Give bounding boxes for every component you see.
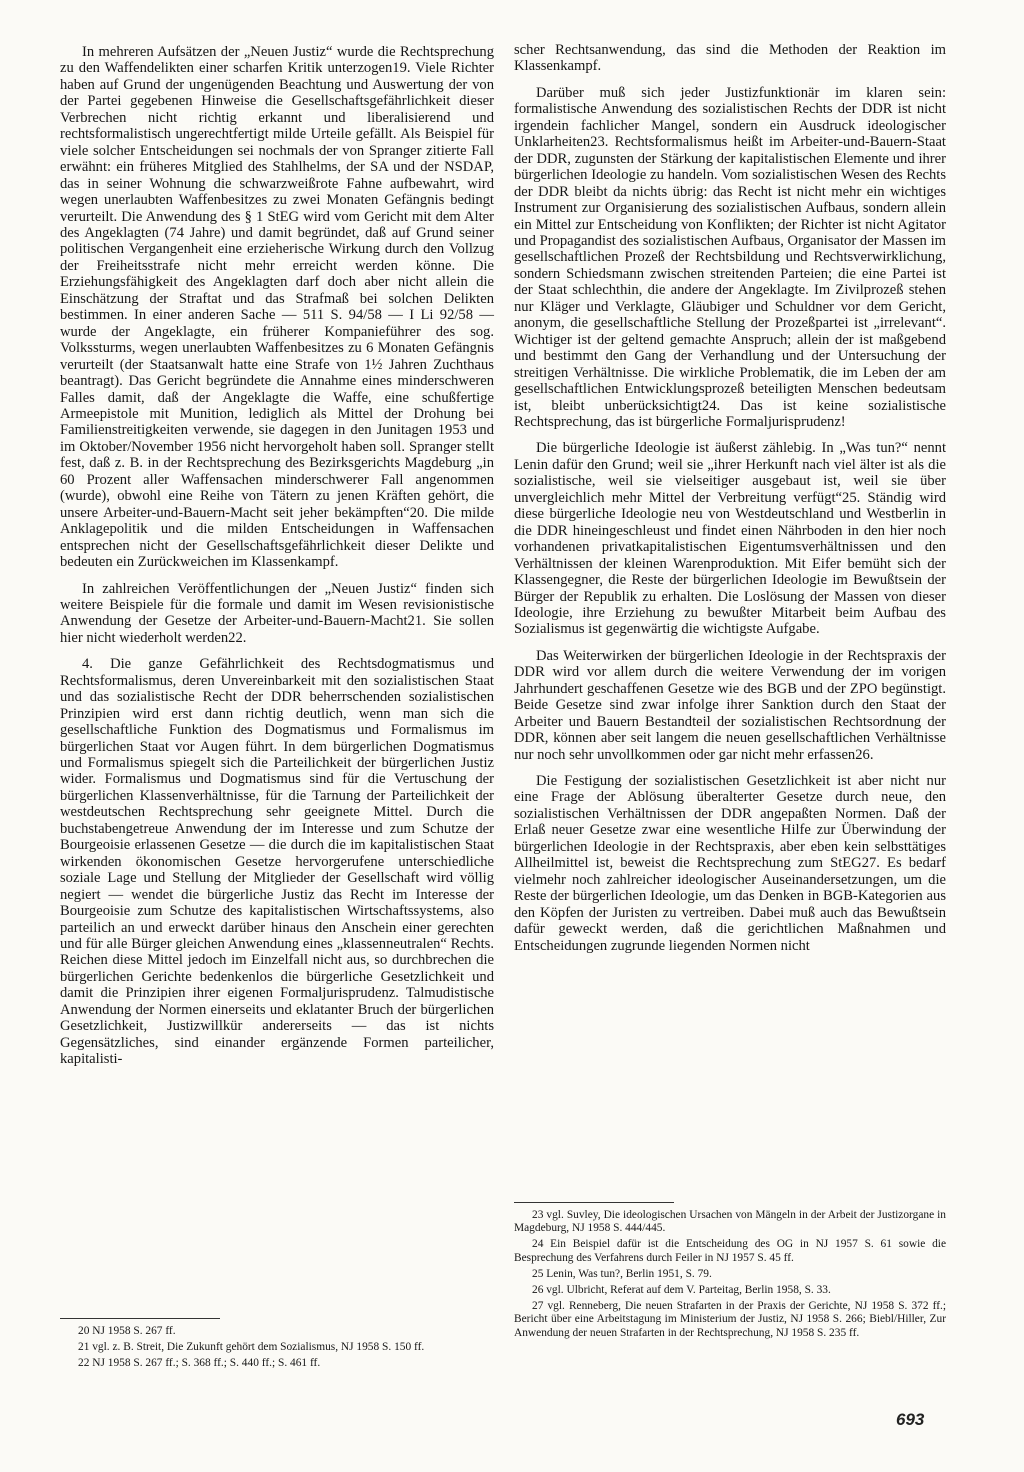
footnote-divider (60, 1318, 220, 1319)
footnote: 27 vgl. Renneberg, Die neuen Strafarten in der Praxis der Gerichte, NJ 1958 S. 372 ff.; Bericht über eine Arbeitstagung im Ministerium der Justiz, NJ 1958 S. 266; Biebl/Hiller, Zur Anwendung der neuen Strafarten in der Rechtsprechung, NJ 1958 S. 235 ff. (514, 1300, 946, 1339)
page-number: 693 (896, 1410, 925, 1429)
body-paragraph: Darüber muß sich jeder Justizfunktionär im klaren sein: formalistische Anwendung des sozialistischen Rechts der DDR ist nicht irgendein fachlicher Mangel, sondern ein Ausdruck ideologischer Unklarheiten23. Rechtsformalismus heißt im Arbeiter-und-Bauern-Staat der DDR, zugunsten der Stärkung der kapitalistischen Elemente und ihrer bürgerlichen Ideologie zu handeln. Vom sozialistischen Wesen des Rechts der DDR bleibt da nichts übrig: das Recht ist nicht mehr ein wichtiges Instrument zur Organisierung des sozialistischen Aufbaus, sondern allein ein Mittel zur Entscheidung von Konflikten; der Richter ist nicht Agitator und Propagandist des sozialistischen Aufbaus, Organisator der Massen im gesellschaftlichen Prozeß der Rechtsbildung und Rechtsverwirklichung, sondern Schiedsmann zwischen streitenden Parteien; die eine Partei ist der Staat schlechthin, die andere der Angeklagte. Im Zivilprozeß stehen nur Kläger und Verklagte, Gläubiger und Schuldner vor dem Gericht, anonym, die gesellschaftliche Stellung der Prozeßpartei ist „irrelevant“. Wichtiger ist der geltend gemachte Anspruch; allein der ist maßgebend und bestimmt den Gang der Verhandlung und der Untersuchung der streitigen Verhältnisse. Die wirkliche Problematik, die im Leben der am gesellschaftlichen Entwicklungsprozeß beteiligten Menschen bedeutsam ist, bleibt unberücksichtigt24. Das ist keine sozialistische Rechtsprechung, das ist bürgerliche Formaljurisprudenz! (514, 84, 946, 430)
footnote: 20 NJ 1958 S. 267 ff. (78, 1325, 176, 1337)
body-paragraph: 4. Die ganze Gefährlichkeit des Rechtsdogmatismus und Rechtsformalismus, deren Unvereinbarkeit mit den sozialistischen Staat und das sozialistische Recht der DDR beherrschenden sozialistischen Prinzipien wird erst dann richtig deutlich, wenn man sich die gesellschaftliche Funktion des Dogmatismus und Formalismus im bürgerlichen Staat vor Augen führt. In dem bürgerlichen Dogmatismus und Formalismus spiegelt sich die Parteilichkeit der bürgerlichen Justiz wider. Formalismus und Dogmatismus sind für die Vertuschung der bürgerlichen Klassenverhältnisse, für die Tarnung der Parteilichkeit der westdeutschen Rechtsprechung sehr geeignete Mittel. Durch die buchstabengetreue Anwendung der im Interesse und zum Schutze der Bourgeoisie erlassenen Gesetze — die durch die im kapitalistischen Staat wirkenden ökonomischen Gesetze hervorgerufene unterschiedliche soziale Lage und Stellung der Mitglieder der Gesellschaft wird völlig negiert — wendet die bürgerliche Justiz das Recht im Interesse der Bourgeoisie zum Schutze des kapitalistischen Wirtschaftssystems, also parteilich an und erweckt darüber hinaus den Anschein einer gerechten und für alle Bürger gleichen Anwendung eines „klassenneutralen“ Rechts. Reichen diese Mittel jedoch im Einzelfall nicht aus, so durchbrechen die bürgerlichen Gerichte bedenkenlos die bürgerliche Gesetzlichkeit und damit die Prinzipien ihrer eigenen Formaljurisprudenz. Talmudistische Anwendung der Normen einerseits und eklatanter Bruch der bürgerlichen Gesetzlichkeit, Justizwillkür andererseits — das ist nichts Gegensätzliches, sind einander ergänzende Formen parteilicher, kapitalisti- (60, 656, 494, 1068)
body-paragraph: In mehreren Aufsätzen der „Neuen Justiz“ wurde die Rechtsprechung zu den Waffendelikten einer scharfen Kritik unterzogen19. Viele Richter haben auf Grund der ungenügenden Beachtung und Auswertung der von der Partei gegebenen Hinweise die Gesellschaftsgefährlichkeit dieser Verbrechen nicht richtig erkannt und liberalisierend und rechtsformalistisch ungerechtfertigt milde Urteile gefällt. Als Beispiel für viele solcher Entscheidungen sei nochmals der von Spranger zitierte Fall erwähnt: ein früheres Mitglied des Stahlhelms, der SA und der NSDAP, das in seiner Wohnung die schwarzweißrote Fahne aufbewahrt, wird wegen unerlaubten Waffenbesitzes zu zwei Monaten Gefängnis bedingt verurteilt. Die Anwendung des § 1 StEG wird vom Gericht mit dem Alter des Angeklagten (74 Jahre) und damit begründet, daß auf Grund seiner politischen Vergangenheit eine erzieherische Wirkung durch den Vollzug der Freiheitsstrafe nicht mehr erreicht werden könne. Die Erziehungsfähigkeit des Angeklagten darf doch aber nicht allein die Einschätzung der Straftat und das Strafmaß bei solchen Delikten bestimmen. In einer anderen Sache — 511 S. 94/58 — I Li 92/58 — wurde der Angeklagte, ein früherer Kompanieführer des sog. Volkssturms, wegen unerlaubten Waffenbesitzes zu 6 Monaten Gefängnis verurteilt (der Staatsanwalt hatte eine Strafe von 1½ Jahren Zuchthaus beantragt). Das Gericht begründete die Annahme eines minderschweren Falles damit, daß der Angeklagte die Waffe, eine schußfertige Armeepistole mit Munition, lediglich als Mittel der Drohung bei Familienstreitigkeiten verwende, sie dagegen in den Junitagen 1953 und im Oktober/November 1956 nicht hervorgeholt haben soll. Spranger stellt fest, daß z. B. in der Rechtsprechung des Bezirksgerichts Magdeburg „in 60 Prozent aller Waffensachen minderschwerer Fall angenommen (wurde), obwohl eine Reihe von Tätern zu jenen Kräften gehört, die unsere Arbeiter-und-Bauern-Macht seit jeher bekämpften“20. Die milde Anklagepolitik und die milden Entscheidungen in Waffensachen entsprechen nicht der Gesellschaftsgefährlichkeit dieser Delikte und bedeuten ein Zurückweichen im Klassenkampf. (60, 44, 494, 571)
footnote: 24 Ein Beispiel dafür ist die Entscheidung des OG in NJ 1957 S. 61 sowie die Besprechung des Verfahrens durch Feiler in NJ 1957 S. 45 ff. (514, 1238, 946, 1264)
body-paragraph: Die Festigung der sozialistischen Gesetzlichkeit ist aber nicht nur eine Frage der Ablösung überalterter Gesetze durch neue, den sozialistischen Verhältnissen der DDR angepaßten Normen. Daß der Erlaß neuer Gesetze zwar eine wesentliche Hilfe zur Überwindung der bürgerlichen Ideologie in der Rechtspraxis, aber eben kein selbsttätiges Allheilmittel ist, beweist die Rechtsprechung zum StEG27. Es bedarf vielmehr noch zahlreicher ideologischer Auseinandersetzungen, um die Reste der bürgerlichen Ideologie, um das Denken in BGB-Kategorien aus den Köpfen der Juristen zu vertreiben. Dabei muß auch das Bewußtsein dafür geweckt werden, daß die gerichtlichen Maßnahmen und Entscheidungen zugrunde liegenden Normen nicht (514, 773, 946, 954)
body-paragraph: Die bürgerliche Ideologie ist äußerst zählebig. In „Was tun?“ nennt Lenin dafür den Grund; weil sie „ihrer Herkunft nach viel älter ist als die sozialistische, weil sie vielseitiger ausgebaut ist, weil sie über unvergleichlich mehr Mittel der Verbreitung verfügt“25. Ständig wird diese bürgerliche Ideologie neu von Westdeutschland und Westberlin in die DDR hineingeschleust und findet einen Nährboden in den hier noch vorhandenen privatkapitalistischen Eigentumsverhältnissen und den Verhältnissen der kleinen Warenproduktion. Mit Eifer bemüht sich der Klassengegner, die Reste der bürgerlichen Ideologie im Bewußtsein der Bürger der Republik zu erhalten. Die Loslösung der Massen von dieser Ideologie, ihre Erziehung zu bewußter Mitarbeit beim Aufbau des Sozialismus ist gegenwärtig die wichtigste Aufgabe. (514, 440, 946, 638)
footnote: 23 vgl. Suvley, Die ideologischen Ursachen von Mängeln in der Arbeit der Justizorgane in Magdeburg, NJ 1958 S. 444/445. (514, 1209, 946, 1235)
right-footnotes (514, 1202, 946, 1343)
body-paragraph: In zahlreichen Veröffentlichungen der „Neuen Justiz“ finden sich weitere Beispiele für die formale und damit im Wesen revisionistische Anwendung der Gesetze der Arbeiter-und-Bauern-Macht21. Sie sollen hier nicht wiederholt werden22. (60, 580, 494, 646)
body-paragraph: scher Rechtsanwendung, das sind die Methoden der Reaktion im Klassenkampf. (514, 42, 946, 75)
body-paragraph: Das Weiterwirken der bürgerlichen Ideologie in der Rechtspraxis der DDR wird vor allem durch die weitere Verwendung der im vorigen Jahrhundert geschaffenen Gesetze wie des BGB und der ZPO begünstigt. Beide Gesetze sind zwar infolge ihrer Sanktion durch den Staat der Arbeiter und Bauern Bestandteil der sozialistischen Rechtsordnung der DDR, können aber seit langem die neuen gesellschaftlichen Verhältnisse nur noch sehr unvollkommen oder gar nicht mehr erfassen26. (514, 647, 946, 763)
footnote: 22 NJ 1958 S. 267 ff.; S. 368 ff.; S. 440 ff.; S. 461 ff. (78, 1357, 321, 1370)
footnote-divider (514, 1202, 674, 1203)
footnote: 25 Lenin, Was tun?, Berlin 1951, S. 79. (532, 1267, 712, 1280)
left-footnotes (60, 1318, 494, 1374)
right-column (514, 42, 946, 964)
footnote: 21 vgl. z. B. Streit, Die Zukunft gehört dem Sozialismus, NJ 1958 S. 150 ff. (78, 1341, 425, 1354)
footnote: 26 vgl. Ulbricht, Referat auf dem V. Parteitag, Berlin 1958, S. 33. (532, 1284, 831, 1297)
left-column (60, 44, 494, 1078)
